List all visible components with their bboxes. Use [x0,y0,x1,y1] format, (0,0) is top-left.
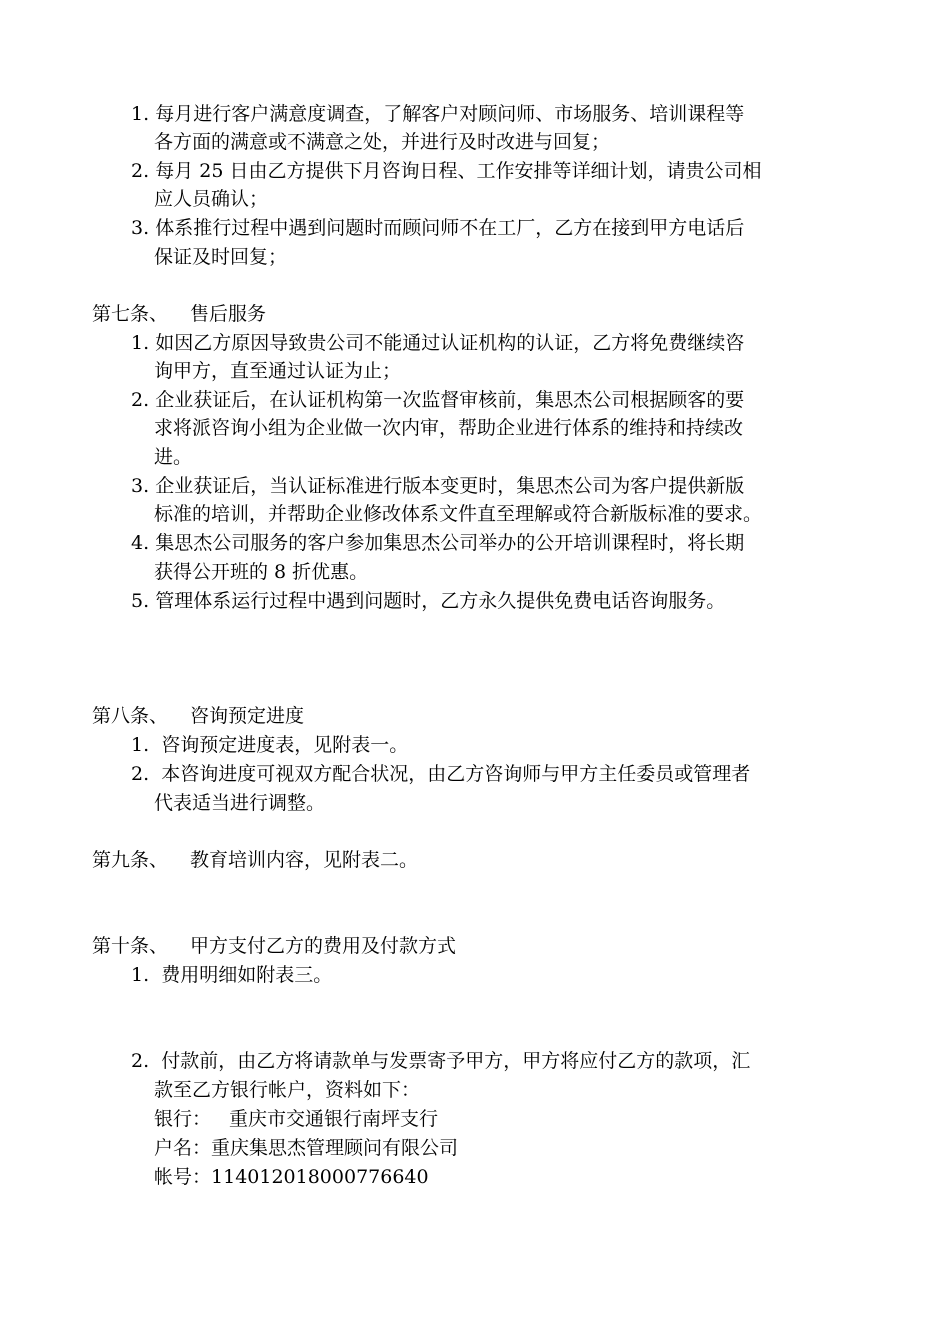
item-text: 体系推行过程中遇到问题时而顾问师不在工厂，乙方在接到甲方电话后 [155,217,745,239]
list-item-continuation: 求将派咨询小组为企业做一次内审，帮助企业进行体系的维持和持续改 [154,417,744,439]
item-text: 管理体系运行过程中遇到问题时，乙方永久提供免费电话咨询服务。 [155,590,726,612]
list-item [131,214,744,242]
item-number: 1. [131,332,150,354]
list-item [131,961,332,989]
account-number-row [154,1163,429,1191]
account-number-value: 114012018000776640 [211,1166,429,1188]
section-label: 第七条、 [92,303,169,325]
item-number: 2. [131,763,150,785]
item-number: 4. [131,532,150,554]
list-item [131,157,761,185]
list-item [131,1047,750,1075]
account-name-value: 重庆集思杰管理顾问有限公司 [211,1137,459,1159]
bank-label: 银行： [154,1108,212,1130]
item-number: 2. [131,1050,150,1072]
section-title: 甲方支付乙方的费用及付款方式 [190,935,457,957]
list-item-continuation: 保证及时回复； [154,246,288,268]
list-item [131,731,408,759]
list-item-continuation: 标准的培训，并帮助企业修改体系文件直至理解或符合新版标准的要求。 [154,503,763,525]
item-text: 本咨询进度可视双方配合状况，由乙方咨询师与甲方主任委员或管理者 [161,763,751,785]
section-label: 第八条、 [92,705,169,727]
list-item-continuation: 询甲方，直至通过认证为止； [154,360,402,382]
list-item [131,100,744,128]
item-number: 3. [131,475,150,497]
list-item-continuation: 进。 [154,446,193,468]
list-item-continuation: 各方面的满意或不满意之处，并进行及时改进与回复； [154,131,611,153]
account-number-label: 帐号： [154,1166,212,1188]
item-number: 2. [131,160,150,182]
item-text: 咨询预定进度表，见附表一。 [161,734,409,756]
section-heading [92,702,304,730]
item-text: 集思杰公司服务的客户参加集思杰公司举办的公开培训课程时，将长期 [155,532,745,554]
account-name-label: 户名： [154,1137,212,1159]
section9-heading [92,846,418,874]
item-text: 每月进行客户满意度调查，了解客户对顾问师、市场服务、培训课程等 [155,103,745,125]
section-label: 第九条、 [92,849,169,871]
list-item [131,386,744,414]
section-title: 售后服务 [190,303,267,325]
section-heading [92,932,456,960]
item-number: 2. [131,389,150,411]
item-number: 1. [131,103,150,125]
item-number: 5. [131,590,150,612]
item-text: 付款前，由乙方将请款单与发票寄予甲方，甲方将应付乙方的款项，汇 [161,1050,751,1072]
list-item-continuation: 款至乙方银行帐户，资料如下： [154,1079,421,1101]
item-number: 3. [131,217,150,239]
bank-name-row [154,1105,438,1133]
list-item-continuation: 获得公开班的 8 折优惠。 [154,561,369,583]
list-item-continuation: 应人员确认； [154,188,269,210]
section-title: 教育培训内容，见附表二。 [190,849,419,871]
list-item [131,529,744,557]
list-item [131,587,725,615]
item-text: 费用明细如附表三。 [161,964,333,986]
account-name-row [154,1134,458,1162]
item-number: 1. [131,964,150,986]
item-text: 每月 25 日由乙方提供下月咨询日程、工作安排等详细计划，请贵公司相 [155,160,762,182]
item-number: 1. [131,734,150,756]
item-text: 企业获证后，在认证机构第一次监督审核前，集思杰公司根据顾客的要 [155,389,745,411]
section-title: 咨询预定进度 [190,705,305,727]
bank-value: 重庆市交通银行南坪支行 [229,1108,439,1130]
section-label: 第十条、 [92,935,169,957]
list-item-continuation: 代表适当进行调整。 [154,792,326,814]
list-item [131,329,744,357]
item-text: 企业获证后，当认证标准进行版本变更时，集思杰公司为客户提供新版 [155,475,745,497]
list-item [131,472,744,500]
list-item [131,760,750,788]
item-text: 如因乙方原因导致贵公司不能通过认证机构的认证，乙方将免费继续咨 [155,332,745,354]
section-heading [92,300,266,328]
